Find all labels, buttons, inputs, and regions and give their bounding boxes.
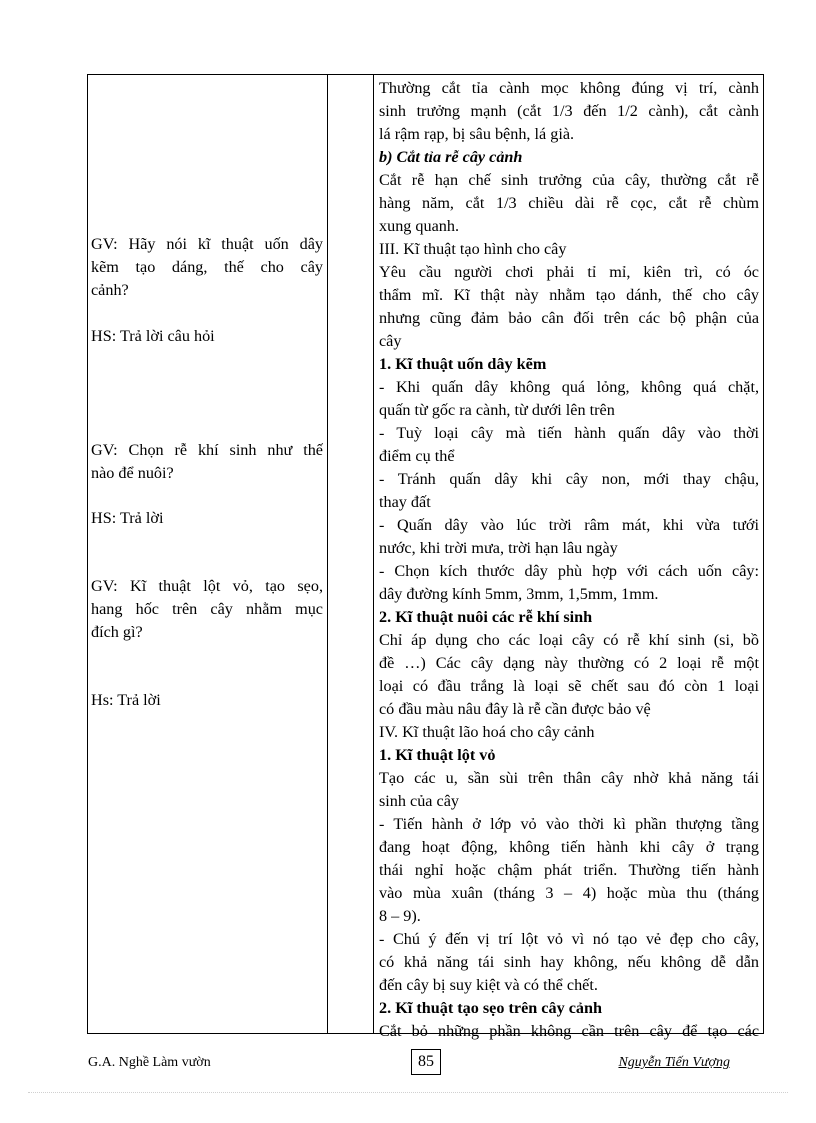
content-line: Cắt bỏ những phần không cần trên cây để tạo các <box>379 1022 759 1040</box>
content-line: Thường cắt tỉa cành mọc không đúng vị trí, cành <box>379 79 759 97</box>
section-heading: 1. Kĩ thuật uốn dây kẽm <box>379 355 547 373</box>
activity-line: hang hốc trên cây nhằm mục <box>91 600 323 618</box>
content-line: đề …) Các cây dạng này thường có 2 loại rễ một <box>379 654 759 672</box>
content-line: - Quấn dây vào lúc trời râm mát, khi vừa tưới <box>379 516 759 534</box>
content-line: đang hoạt động, không tiến hành khi cây ở trạng <box>379 838 759 856</box>
content-line: dây đường kính 5mm, 3mm, 1,5mm, 1mm. <box>379 585 659 603</box>
content-line: thái nghỉ hoặc chậm phát triển. Thường tiến hành <box>379 861 759 879</box>
content-line: IV. Kĩ thuật lão hoá cho cây cảnh <box>379 723 595 741</box>
content-line: - Tiến hành ở lớp vỏ vào thời kì phần thượng tầng <box>379 815 759 833</box>
content-line: - Tuỳ loại cây mà tiến hành quấn dây vào thời <box>379 424 759 442</box>
content-line: cây <box>379 332 402 350</box>
footer-author: Nguyễn Tiến Vượng <box>618 1055 730 1070</box>
activity-line: GV: Chọn rễ khí sinh như thế <box>91 441 323 459</box>
content-line: lá rậm rạp, bị sâu bệnh, lá già. <box>379 125 575 143</box>
content-line: - Chú ý đến vị trí lột vỏ vì nó tạo vẻ đẹp cho cây, <box>379 930 759 948</box>
content-line: sinh của cây <box>379 792 460 810</box>
content-line: vào mùa xuân (tháng 3 – 4) hoặc mùa thu (tháng <box>379 884 759 902</box>
content-line: 8 – 9). <box>379 907 421 925</box>
activity-block <box>91 507 323 530</box>
activity-line: HS: Trả lời <box>91 509 164 527</box>
content-line: nước, khi trời mưa, trời hạn lâu ngày <box>379 539 618 557</box>
lesson-content-column <box>379 77 759 1043</box>
content-line: có đầu màu nâu đây là rễ cần được bảo vệ <box>379 700 651 718</box>
content-line: sinh trưởng mạnh (cắt 1/3 đến 1/2 cành), cắt cành <box>379 102 759 120</box>
activity-line: GV: Hãy nói kĩ thuật uốn dây <box>91 235 323 253</box>
lesson-table <box>87 74 764 1040</box>
content-line: đến cây bị suy kiệt và có thể chết. <box>379 976 598 994</box>
section-heading: 1. Kĩ thuật lột vỏ <box>379 746 496 764</box>
content-line: nhưng cũng đảm bảo cân đối trên các bộ phận của <box>379 309 759 327</box>
content-line: III. Kĩ thuật tạo hình cho cây <box>379 240 567 258</box>
page-edge-dotted-line <box>28 1092 788 1093</box>
activity-line: Hs: Trả lời <box>91 691 161 709</box>
content-line: thay đất <box>379 493 431 511</box>
content-line: điểm cụ thể <box>379 447 455 465</box>
content-line: - Chọn kích thước dây phù hợp với cách uốn cây: <box>379 562 759 580</box>
content-line: quấn từ gốc ra cành, từ dưới lên trên <box>379 401 615 419</box>
content-line: có khả năng tái sinh hay không, nếu không dễ dẫn <box>379 953 759 971</box>
content-line: Yêu cầu người chơi phải tỉ mỉ, kiên trì, có óc <box>379 263 759 281</box>
content-line: xung quanh. <box>379 217 460 235</box>
content-line: Tạo các u, sần sùi trên thân cây nhờ khả năng tái <box>379 769 759 787</box>
content-line: loại có đầu trắng là loại sẽ chết sau đó còn 1 loại <box>379 677 759 695</box>
content-line: hàng năm, cắt 1/3 chiều dài rễ cọc, cắt rễ chùm <box>379 194 759 212</box>
activity-line: đích gì? <box>91 623 143 641</box>
column-divider-1 <box>327 75 328 1033</box>
activity-line: GV: Kĩ thuật lột vỏ, tạo sẹo, <box>91 577 323 595</box>
activity-block <box>91 233 323 302</box>
activity-line: cảnh? <box>91 281 129 299</box>
content-line: - Tránh quấn dây khi cây non, mới thay chậu, <box>379 470 759 488</box>
content-line: thẩm mĩ. Kĩ thật này nhằm tạo dánh, thế cho cây <box>379 286 759 304</box>
activity-block <box>91 325 323 348</box>
content-line: - Khi quấn dây không quá lỏng, không quá chặt, <box>379 378 759 396</box>
footer-subject: G.A. Nghề Làm vườn <box>88 1055 211 1070</box>
section-heading: 2. Kĩ thuật tạo sẹo trên cây cảnh <box>379 999 603 1017</box>
activity-line: kẽm tạo dáng, thế cho cây <box>91 258 323 276</box>
activity-line: nào để nuôi? <box>91 464 174 482</box>
activity-block <box>91 575 323 644</box>
content-line: Cắt rễ hạn chế sinh trưởng của cây, thường cắt rễ <box>379 171 759 189</box>
page-number: 85 <box>411 1049 441 1075</box>
activity-block <box>91 439 323 485</box>
content-line: Chỉ áp dụng cho các loại cây có rễ khí sinh (si, bồ <box>379 631 759 649</box>
activity-block <box>91 689 323 712</box>
section-heading: b) Cắt tỉa rễ cây cảnh <box>379 148 523 166</box>
column-divider-2 <box>373 75 374 1033</box>
section-heading: 2. Kĩ thuật nuôi các rễ khí sinh <box>379 608 593 626</box>
activity-line: HS: Trả lời câu hỏi <box>91 327 215 345</box>
